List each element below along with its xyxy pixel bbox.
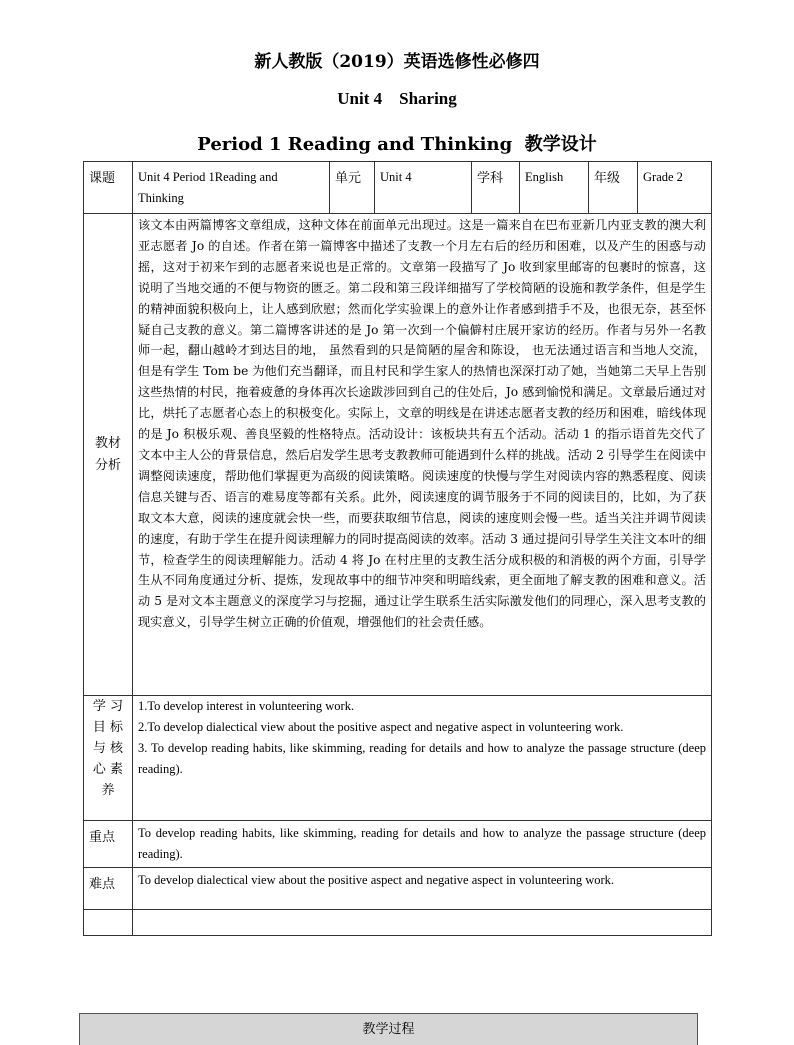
lesson-value: Unit 4 Period 1Reading and Thinking [133,162,330,214]
key-point-label: 重点 [84,821,133,868]
unit-label: 单元 [330,162,375,214]
objectives-label-1: 学 习 [92,699,124,714]
lesson-label: 课题 [84,162,133,214]
objectives-row [84,696,712,821]
teaching-process-header: 教学过程 [79,1013,698,1045]
analysis-text: 该文本由两篇博客文章组成，这种文体在前面单元出现过。这是一篇来自在巴布亚新几内亚支教的澳大利亚志愿者 Jo 的自述。作者在第一篇博客中描述了支教一个月左右后的经历和困难，以及产生的困惑与动摇，这对于初来乍到的志愿者来说也是正常的。文章第一段描写了 Jo 收到家里邮寄的包裹时的惊喜，这说明了当地交通的不便与物资的匮乏。第二段和第三段详细描写了学校简陋的设施和教学条件，但是学生的精神面貌积极向上，让人感到欣慰；然而化学实验课上的意外让作者感到措手不及，也很无奈，甚至怀疑自己支教的意义。第二篇博客讲述的是 Jo 第一次到一个偏僻村庄展开家访的经历。作者与另外一名教师一起，翻山越岭才到达目的地， 虽然看到的只是简陋的屋舍和陈设， 也无法通过语言和当地人交流， 但是有学生 Tom be 为他们充当翻译，而且村民和学生家人的热情也深深打动了她，当她第二天早上告别这些热情的村民，拖着疲惫的身体再次长途跋涉回到自己的住处后，Jo 感到愉悦和满足。文章最后通过对比，烘托了志愿者心态上的积极变化。实际上，文章的明线是在讲述志愿者支教的经历和困难，暗线体现的是 Jo 积极乐观、善良坚毅的性格特点。活动设计：该板块共有五个活动。活动 1 的指示语首先交代了文本中主人公的背景信息，然后启发学生思考支教教师可能遇到什么样的挑战。活动 2 引导学生在阅读中调整阅读速度，帮助他们掌握更为高级的阅读策略。阅读速度的快慢与学生对阅读内容的熟悉程度、阅读信息关键与否、语言的难易度等都有关系。此外，阅读速度的调节服务于不同的阅读目的，比如，为了获取文本大意，阅读的速度就会快一些，而要获取细节信息，阅读的速度则会慢一些。适当关注并调节阅读的速度，有助于学生在提升阅读理解力的同时提高阅读的效率。活动 3 通过提问引导学生关注文本叶的细节，检查学生的阅读理解能力。活动 4 将 Jo 在村庄里的支教生活分成积极的和消极的两个方面，引导学生从不同角度通过分析、提炼，发现故事中的细节冲突和明暗线索，更全面地了解支教的困难和意义。活动 5 是对文本主题意义的深度学习与挖掘，通过让学生联系生活实际激发他们的同理心，深入思考支教的现实意义，引导学生树立正确的价值观，增强他们的社会责任感。 [133,214,712,696]
difficult-point-row [84,868,712,910]
grade-value: Grade 2 [638,162,712,214]
empty-cell [133,910,712,936]
analysis-label: 教材分析 [94,435,121,473]
key-point-text: To develop reading habits, like skimming, reading for details and how to analyze the passage structure (deep reading). [133,821,712,868]
lesson-plan-table [83,161,712,936]
objectives-label [84,696,133,821]
key-point-row [84,821,712,868]
objectives-label-2: 目 标 [92,720,124,735]
doc-title-line2: Unit 4 Sharing [337,89,457,108]
unit-value: Unit 4 [375,162,472,214]
objectives-label-3: 与 核 [92,741,124,756]
header-row [84,162,712,214]
subject-value: English [520,162,589,214]
analysis-row [84,214,712,696]
objectives-list [133,696,712,821]
analysis-label-cell [84,214,133,696]
objective-item: 1.To develop interest in volunteering work. [138,699,355,713]
empty-cell [84,910,133,936]
empty-row [84,910,712,936]
doc-title-line3: Period 1 Reading and Thinking 教学设计 [197,134,597,155]
objective-item: 3. To develop reading habits, like skimming, reading for details and how to analyze the passage structure (deep reading). [138,741,706,776]
objectives-label-5: 养 [101,783,115,798]
grade-label: 年级 [589,162,638,214]
subject-label: 学科 [472,162,520,214]
objective-item: 2.To develop dialectical view about the positive aspect and negative aspect in volunteering work. [138,720,624,734]
difficult-point-label: 难点 [84,868,133,910]
objectives-label-4: 心 素 [92,762,124,777]
difficult-point-text: To develop dialectical view about the positive aspect and negative aspect in volunteering work. [133,868,712,910]
doc-title-line1: 新人教版（2019）英语选修性必修四 [254,52,540,72]
